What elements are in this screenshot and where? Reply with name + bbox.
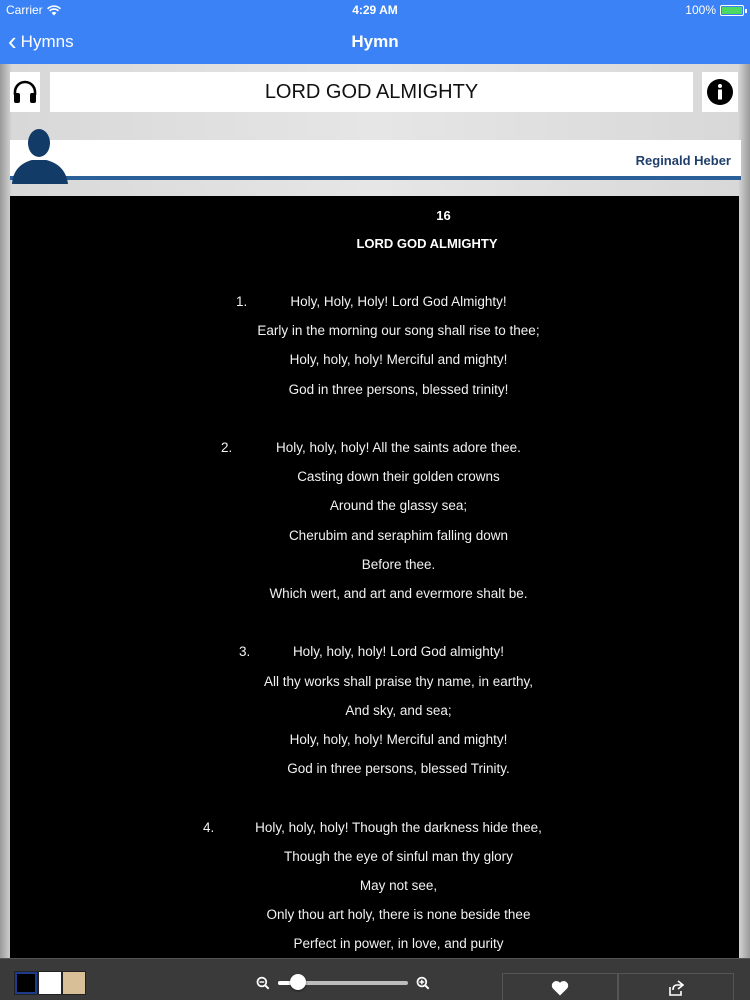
lyric-line: Holy, holy, holy! Though the darkness hide thee,	[255, 819, 542, 835]
lyric-line: And sky, and sea;	[345, 702, 452, 718]
lyric-line: God in three persons, blessed Trinity.	[287, 761, 510, 777]
author-name: Reginald Heber	[635, 153, 731, 168]
verse-number: 2.	[221, 440, 233, 455]
lyric-line: Before thee.	[361, 556, 436, 572]
hymn-body-title: LORD GOD ALMIGHTY	[356, 236, 498, 251]
zoom-slider[interactable]	[278, 981, 409, 985]
lyric-line: Cherubim and seraphim falling down	[288, 527, 509, 543]
navigation-bar	[0, 20, 750, 64]
color-swatch[interactable]	[38, 971, 62, 995]
verse-number: 1.	[236, 294, 248, 309]
lyrics-panel[interactable]	[10, 196, 739, 958]
hymn-title: LORD GOD ALMIGHTY	[50, 72, 693, 112]
lyric-line: Though the eye of sinful man thy glory	[284, 848, 513, 864]
audio-button[interactable]	[10, 72, 40, 112]
author-avatar-icon	[10, 126, 70, 184]
hymn-title-row	[10, 72, 738, 112]
lyric-line: Holy, Holy, Holy! Lord God Almighty!	[290, 294, 507, 309]
headphones-icon	[12, 79, 38, 105]
status-bar	[0, 0, 750, 20]
color-swatches	[14, 971, 86, 995]
chevron-left-icon: ‹	[8, 25, 17, 56]
info-icon	[706, 78, 734, 106]
share-icon	[668, 980, 684, 996]
carrier-label: Carrier	[6, 3, 43, 17]
lyric-line: May not see,	[359, 878, 438, 893]
status-left	[6, 3, 61, 17]
author-row	[10, 126, 741, 184]
lyric-line: God in three persons, blessed trinity!	[288, 381, 509, 397]
info-button[interactable]	[702, 72, 738, 112]
battery-icon	[720, 5, 744, 16]
zoom-in-icon[interactable]	[416, 976, 430, 990]
nav-title: Hymn	[351, 32, 399, 51]
battery-percent: 100%	[685, 3, 716, 17]
lyric-line: Perfect in power, in love, and purity	[293, 936, 504, 952]
lyric-line: Around the glassy sea;	[329, 498, 468, 514]
lyric-line: Which wert, and art and evermore shalt be.	[269, 586, 528, 601]
back-button-label: Hymns	[20, 32, 74, 51]
bottom-toolbar	[0, 958, 750, 1000]
lyric-line: Holy, holy, holy! All the saints adore thee.	[276, 440, 521, 455]
status-right	[685, 3, 744, 17]
verse-number: 3.	[239, 644, 251, 660]
heart-icon	[551, 980, 569, 996]
hymn-number: 16	[436, 208, 451, 223]
lyric-line: Holy, holy, holy! Merciful and mighty!	[289, 352, 508, 368]
color-swatch[interactable]	[14, 971, 38, 995]
zoom-slider-thumb[interactable]	[290, 974, 306, 990]
author-bar	[10, 140, 741, 180]
lyric-line: Only thou art holy, there is none beside thee	[266, 907, 531, 923]
color-swatch[interactable]	[62, 971, 86, 995]
wifi-icon	[47, 5, 61, 16]
zoom-out-icon[interactable]	[256, 976, 270, 990]
verse-number: 4.	[203, 819, 215, 835]
lyric-line: All thy works shall praise thy name, in earthy,	[263, 673, 534, 689]
favorite-button[interactable]	[502, 973, 618, 1000]
share-button[interactable]	[618, 973, 734, 1000]
status-time: 4:29 AM	[352, 3, 398, 17]
lyric-line: Casting down their golden crowns	[297, 469, 500, 485]
zoom-control	[256, 973, 430, 993]
lyric-line: Holy, holy, holy! Lord God almighty!	[292, 644, 505, 660]
lyric-line: Early in the morning our song shall rise to thee;	[257, 323, 540, 339]
lyric-line: Holy, holy, holy! Merciful and mighty!	[289, 732, 508, 747]
